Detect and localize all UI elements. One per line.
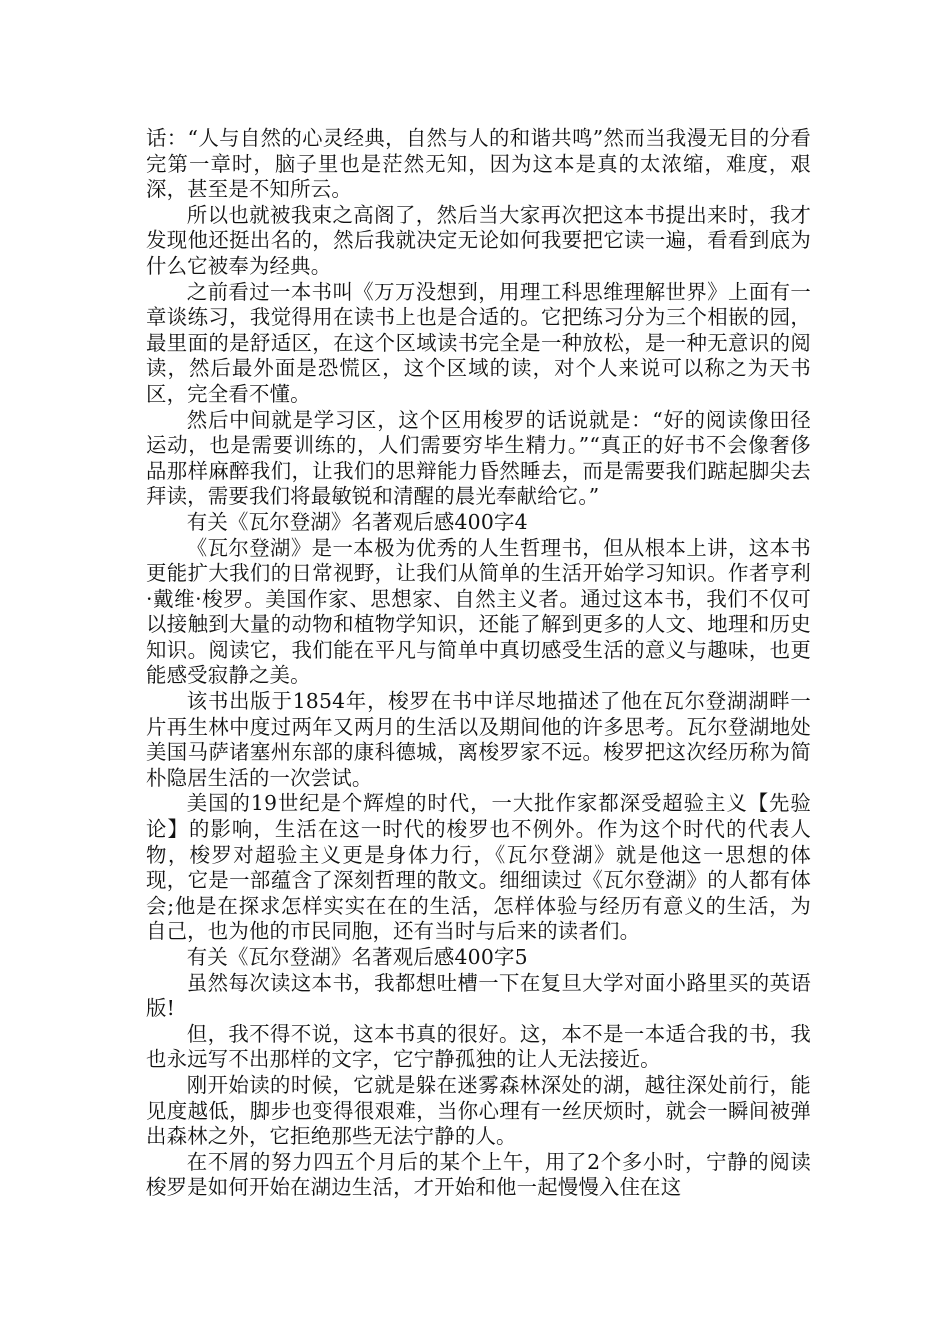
body-paragraph: 然后中间就是学习区，这个区用梭罗的话说就是：“好的阅读像田径运动，也是需要训练的，人们需要穷毕生精力。”“真正的好书不会像奢侈品那样麻醉我们，让我们的思辩能力昏然睡去，而是需要我们踮起脚尖去拜读，需要我们将最敏锐和清醒的晨光奉献给它。” <box>146 407 811 509</box>
section-heading: 有关《瓦尔登湖》名著观后感400字4 <box>186 509 528 534</box>
body-paragraph: 该书出版于1854年，梭罗在书中详尽地描述了他在瓦尔登湖湖畔一片再生林中度过两年又两月的生活以及期间他的许多思考。瓦尔登湖地处美国马萨诸塞州东部的康科德城，离梭罗家不远。梭罗把这次经历称为简朴隐居生活的一次尝试。 <box>146 689 811 790</box>
body-paragraph: 所以也就被我束之高阁了，然后当大家再次把这本书提出来时，我才发现他还挺出名的，然后我就决定无论如何我要把它读一遍，看看到底为什么它被奉为经典。 <box>146 202 811 278</box>
document-page <box>146 126 811 1201</box>
body-paragraph: 美国的19世纪是个辉煌的时代，一大批作家都深受超验主义【先验论】的影响，生活在这一时代的梭罗也不例外。作为这个时代的代表人物，梭罗对超验主义更是身体力行，《瓦尔登湖》就是他这一思想的体现，它是一部蕴含了深刻哲理的散文。细细读过《瓦尔登湖》的人都有体会;他是在探求怎样实实在在的生活，怎样体验与经历有意义的生活，为自己，也为他的市民同胞，还有当时与后来的读者们。 <box>146 791 811 944</box>
section-heading: 有关《瓦尔登湖》名著观后感400字5 <box>186 945 528 969</box>
body-paragraph: 刚开始读的时候，它就是躲在迷雾森林深处的湖，越往深处前行，能见度越低，脚步也变得很艰难，当你心理有一丝厌烦时，就会一瞬间被弹出森林之外，它拒绝那些无法宁静的人。 <box>146 1072 811 1149</box>
body-paragraph: 之前看过一本书叫《万万没想到，用理工科思维理解世界》上面有一章谈练习，我觉得用在读书上也是合适的。它把练习分为三个相嵌的园，最里面的是舒适区，在这个区域读书完全是一种放松，是一种无意识的阅读，然后最外面是恐慌区，这个区域的读，对个人来说可以称之为天书区，完全看不懂。 <box>146 279 811 406</box>
body-paragraph: 但，我不得不说，这本书真的很好。这，本不是一本适合我的书，我也永远写不出那样的文字，它宁静孤独的让人无法接近。 <box>146 1021 811 1072</box>
body-paragraph: 在不屑的努力四五个月后的某个上午，用了2个多小时，宁静的阅读梭罗是如何开始在湖边生活，才开始和他一起慢慢入住在这 <box>146 1149 811 1200</box>
body-paragraph: 《瓦尔登湖》是一本极为优秀的人生哲理书，但从根本上讲，这本书更能扩大我们的日常视野，让我们从简单的生活开始学习知识。作者亨利·戴维·梭罗。美国作家、思想家、自然主义者。通过这本书，我们不仅可以接触到大量的动物和植物学知识，还能了解到更多的人文、地理和历史知识。阅读它，我们能在平凡与简单中真切感受生活的意义与趣味，也更能感受寂静之美。 <box>146 535 811 688</box>
body-paragraph: 虽然每次读这本书，我都想吐槽一下在复旦大学对面小路里买的英语版! <box>146 970 811 1021</box>
body-paragraph: 话：“人与自然的心灵经典，自然与人的和谐共鸣”然而当我漫无目的分看完第一章时，脑子里也是茫然无知，因为这本是真的太浓缩，难度，艰深，甚至是不知所云。 <box>146 126 811 202</box>
